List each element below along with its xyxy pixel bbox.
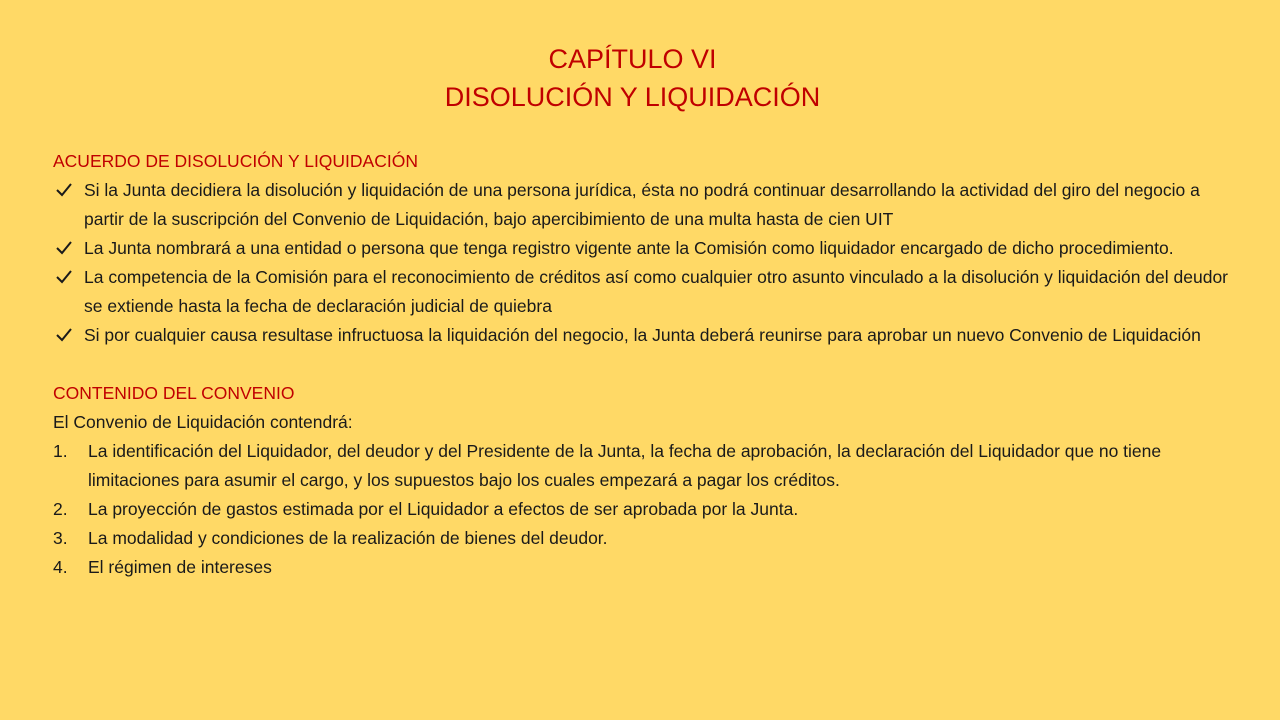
numbered-item	[53, 553, 1233, 582]
slide-body	[53, 147, 1233, 582]
chapter-subtitle: DISOLUCIÓN Y LIQUIDACIÓN	[444, 82, 821, 112]
checklist-item-text: La Junta nombrará a una entidad o persona que tenga registro vigente ante la Comisión como liquidador encargado de dicho procedimiento.	[84, 238, 1174, 258]
item-number: 2.	[53, 499, 68, 519]
checkmark-icon	[55, 263, 73, 292]
numbered-item-text: La modalidad y condiciones de la realización de bienes del deudor.	[88, 528, 608, 548]
item-number: 1.	[53, 441, 68, 461]
checklist-acuerdo	[53, 176, 1233, 350]
spacer	[53, 350, 1233, 379]
checklist-item-text: La competencia de la Comisión para el reconocimiento de créditos así como cualquier otro asunto vinculado a la disolución y liquidación del deudor se extiende hasta la fecha de declaración judicial de quiebra	[84, 267, 1229, 316]
section-intro: El Convenio de Liquidación contendrá:	[53, 412, 353, 432]
numbered-item-text: La proyección de gastos estimada por el Liquidador a efectos de ser aprobada por la Junta.	[88, 499, 799, 519]
chapter-title: CAPÍTULO VI	[548, 44, 717, 74]
section-heading-acuerdo: ACUERDO DE DISOLUCIÓN Y LIQUIDACIÓN	[53, 151, 418, 171]
checkmark-icon	[55, 234, 73, 263]
checkmark-icon	[55, 321, 73, 350]
checklist-item-text: Si la Junta decidiera la disolución y liquidación de una persona jurídica, ésta no podrá continuar desarrollando la actividad del giro del negocio a partir de la suscripción del Convenio de Liquidación, bajo apercibimiento de una multa hasta de cien UIT	[84, 180, 1200, 229]
section-heading-contenido: CONTENIDO DEL CONVENIO	[53, 383, 295, 403]
checklist-item	[53, 234, 1233, 263]
numbered-list-contenido	[53, 437, 1233, 582]
numbered-item	[53, 524, 1233, 553]
checklist-item	[53, 321, 1233, 350]
numbered-item-text: La identificación del Liquidador, del deudor y del Presidente de la Junta, la fecha de aprobación, la declaración del Liquidador que no tiene limitaciones para asumir el cargo, y los supuestos bajo los cuales empezará a pagar los créditos.	[88, 441, 1162, 490]
numbered-item	[53, 495, 1233, 524]
item-number: 4.	[53, 557, 68, 577]
checklist-item	[53, 263, 1233, 321]
checkmark-icon	[55, 176, 73, 205]
checklist-item	[53, 176, 1233, 234]
numbered-item-text: El régimen de intereses	[88, 557, 272, 577]
item-number: 3.	[53, 528, 68, 548]
numbered-item	[53, 437, 1233, 495]
slide-title	[0, 40, 1265, 116]
checklist-item-text: Si por cualquier causa resultase infructuosa la liquidación del negocio, la Junta deberá reunirse para aprobar un nuevo Convenio de Liquidación	[84, 325, 1201, 345]
